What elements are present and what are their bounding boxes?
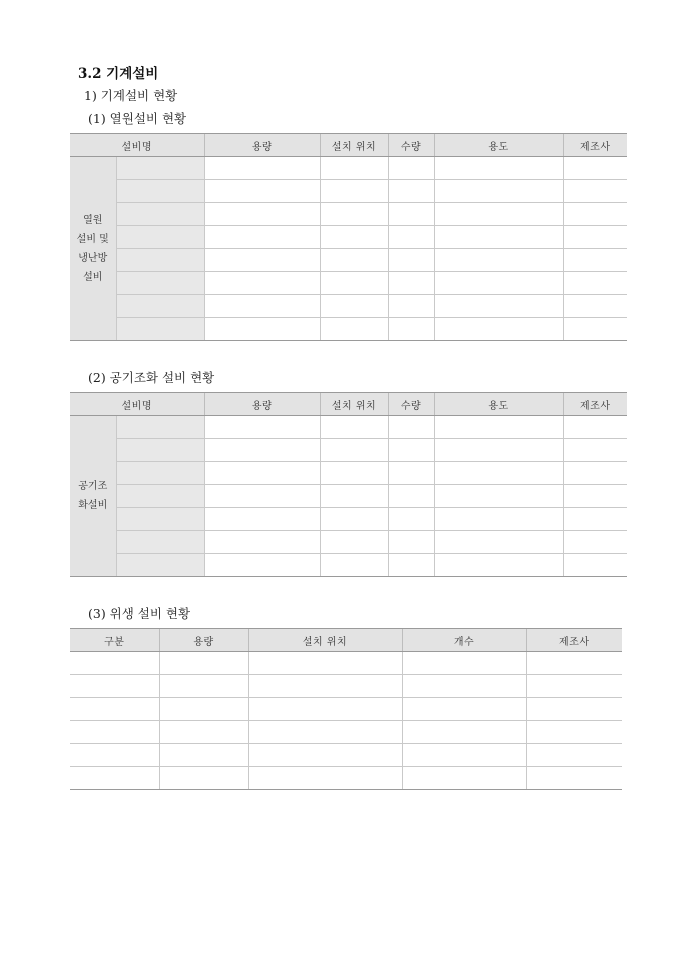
air-conditioning-table [70,392,627,577]
table-cell[interactable] [116,439,204,462]
table-cell[interactable] [388,531,434,554]
table-cell[interactable] [388,318,434,341]
table-cell[interactable] [248,675,402,698]
table-cell[interactable] [402,675,526,698]
table-cell[interactable] [563,295,627,318]
table-cell[interactable] [116,249,204,272]
header-count: 개수 [402,629,526,652]
table-cell[interactable] [388,226,434,249]
table-cell[interactable] [204,508,320,531]
table-row [70,698,622,721]
table-row [70,439,627,462]
table-cell[interactable] [320,318,388,341]
table-row [70,652,622,675]
table-row [70,554,627,577]
group-label-air-conditioning [70,416,116,577]
table-cell[interactable] [563,180,627,203]
table-row [70,767,622,790]
table-cell[interactable] [402,744,526,767]
table-cell[interactable] [434,554,563,577]
table-row [70,531,627,554]
table-cell[interactable] [204,249,320,272]
table-cell[interactable] [320,295,388,318]
table-cell[interactable] [434,295,563,318]
table-cell[interactable] [526,721,622,744]
table-cell[interactable] [526,652,622,675]
table-cell[interactable] [402,652,526,675]
table-cell[interactable] [116,295,204,318]
table-cell[interactable] [434,157,563,180]
table-cell[interactable] [116,554,204,577]
table-cell[interactable] [70,744,159,767]
table-cell[interactable] [563,508,627,531]
sanitary-table [70,628,622,790]
header-location: 설치 위치 [248,629,402,652]
table-row [70,508,627,531]
table-cell[interactable] [320,272,388,295]
table-cell[interactable] [388,508,434,531]
table-cell[interactable] [526,698,622,721]
table-cell[interactable] [320,485,388,508]
table-cell[interactable] [116,203,204,226]
header-purpose: 용도 [434,134,563,157]
table-cell[interactable] [434,249,563,272]
table-row [70,744,622,767]
table-cell[interactable] [563,226,627,249]
table-cell[interactable] [434,203,563,226]
table-cell[interactable] [204,531,320,554]
header-purpose: 용도 [434,393,563,416]
table-cell[interactable] [388,295,434,318]
group-label-line: 설비 및 [76,233,109,245]
table-cell[interactable] [116,157,204,180]
table-cell[interactable] [159,675,248,698]
table-cell[interactable] [70,652,159,675]
table-row [70,272,627,295]
header-quantity: 수량 [388,134,434,157]
table-cell[interactable] [563,272,627,295]
table-cell[interactable] [248,721,402,744]
header-location: 설치 위치 [320,134,388,157]
table-cell[interactable] [116,508,204,531]
table-cell[interactable] [388,416,434,439]
table3-heading: (3) 위생 설비 현황 [88,606,191,621]
table-cell[interactable] [204,318,320,341]
table-cell[interactable] [434,439,563,462]
table-row [70,249,627,272]
table-cell[interactable] [116,318,204,341]
table-cell[interactable] [402,721,526,744]
table-row [70,462,627,485]
table-cell[interactable] [563,157,627,180]
table-row [70,295,627,318]
table-cell[interactable] [388,462,434,485]
header-manufacturer: 제조사 [563,134,627,157]
table-cell[interactable] [388,203,434,226]
table-cell[interactable] [116,180,204,203]
header-category: 구분 [70,629,159,652]
table-cell[interactable] [159,652,248,675]
table-cell[interactable] [563,485,627,508]
section-title: 3.2 기계설비 [78,66,159,82]
table-cell[interactable] [70,767,159,790]
table-cell[interactable] [116,531,204,554]
table-cell[interactable] [320,531,388,554]
table-cell[interactable] [70,698,159,721]
table-cell[interactable] [204,554,320,577]
header-capacity: 용량 [204,393,320,416]
table-row [70,721,622,744]
table-cell[interactable] [116,416,204,439]
table-cell[interactable] [563,249,627,272]
table-cell[interactable] [204,462,320,485]
table-cell[interactable] [434,485,563,508]
table-cell[interactable] [434,462,563,485]
table-cell[interactable] [434,416,563,439]
table-row [70,180,627,203]
table-cell[interactable] [388,554,434,577]
header-equipment-name: 설비명 [70,393,204,416]
header-manufacturer: 제조사 [563,393,627,416]
table-cell[interactable] [204,226,320,249]
table-cell[interactable] [388,157,434,180]
table-cell[interactable] [563,203,627,226]
header-manufacturer: 제조사 [526,629,622,652]
table-header-row [70,629,622,652]
table-cell[interactable] [320,203,388,226]
table-cell[interactable] [434,318,563,341]
table1-heading: (1) 열원설비 현황 [88,111,187,126]
header-location: 설치 위치 [320,393,388,416]
table-cell[interactable] [159,698,248,721]
group-label-line: 냉난방 [78,252,108,264]
table-cell[interactable] [388,249,434,272]
table-row [70,203,627,226]
header-equipment-name: 설비명 [70,134,204,157]
group-label-line: 열원 [83,214,103,226]
table-cell[interactable] [70,721,159,744]
table-cell[interactable] [388,485,434,508]
table-cell[interactable] [204,295,320,318]
table-cell[interactable] [204,485,320,508]
heat-source-table [70,133,627,341]
group-label-heat-source [70,157,116,341]
table-cell[interactable] [320,226,388,249]
table-cell[interactable] [159,767,248,790]
table-cell[interactable] [116,272,204,295]
table-cell[interactable] [320,462,388,485]
table-cell[interactable] [248,652,402,675]
table-cell[interactable] [563,462,627,485]
table-cell[interactable] [434,180,563,203]
table-cell[interactable] [116,485,204,508]
group-label-line: 공기조 [78,481,108,492]
table-cell[interactable] [159,744,248,767]
table-cell[interactable] [526,767,622,790]
table-row [70,675,622,698]
table-cell[interactable] [526,675,622,698]
table-row [70,157,627,180]
table-row [70,485,627,508]
table-cell[interactable] [116,462,204,485]
table-cell[interactable] [434,531,563,554]
table-cell[interactable] [204,157,320,180]
table-cell[interactable] [563,318,627,341]
table-cell[interactable] [320,416,388,439]
table-cell[interactable] [204,203,320,226]
table-header-row [70,134,627,157]
table-cell[interactable] [402,767,526,790]
table2-heading: (2) 공기조화 설비 현황 [88,370,215,385]
table-cell[interactable] [388,272,434,295]
table-cell[interactable] [320,249,388,272]
table-cell[interactable] [434,508,563,531]
table-cell[interactable] [204,272,320,295]
table-cell[interactable] [563,439,627,462]
table-cell[interactable] [563,531,627,554]
table-cell[interactable] [320,508,388,531]
table-cell[interactable] [248,767,402,790]
table-cell[interactable] [204,416,320,439]
table-cell[interactable] [563,554,627,577]
section-subtitle: 1) 기계설비 현황 [84,88,178,103]
table-cell[interactable] [434,226,563,249]
table-cell[interactable] [320,439,388,462]
table-cell[interactable] [434,272,563,295]
header-capacity: 용량 [159,629,248,652]
group-label-line: 설비 [83,271,103,283]
group-label-line: 화설비 [78,500,108,511]
table-cell[interactable] [204,180,320,203]
table-cell[interactable] [402,698,526,721]
table-cell[interactable] [526,744,622,767]
table-cell[interactable] [388,439,434,462]
table-cell[interactable] [320,554,388,577]
table-cell[interactable] [248,744,402,767]
table-row [70,318,627,341]
table-cell[interactable] [204,439,320,462]
table-row [70,226,627,249]
table-cell[interactable] [70,675,159,698]
table-cell[interactable] [159,721,248,744]
table-cell[interactable] [320,157,388,180]
table-cell[interactable] [388,180,434,203]
table-cell[interactable] [116,226,204,249]
table-cell[interactable] [248,698,402,721]
header-quantity: 수량 [388,393,434,416]
table-row [70,416,627,439]
table-cell[interactable] [563,416,627,439]
table-header-row [70,393,627,416]
header-capacity: 용량 [204,134,320,157]
table-cell[interactable] [320,180,388,203]
